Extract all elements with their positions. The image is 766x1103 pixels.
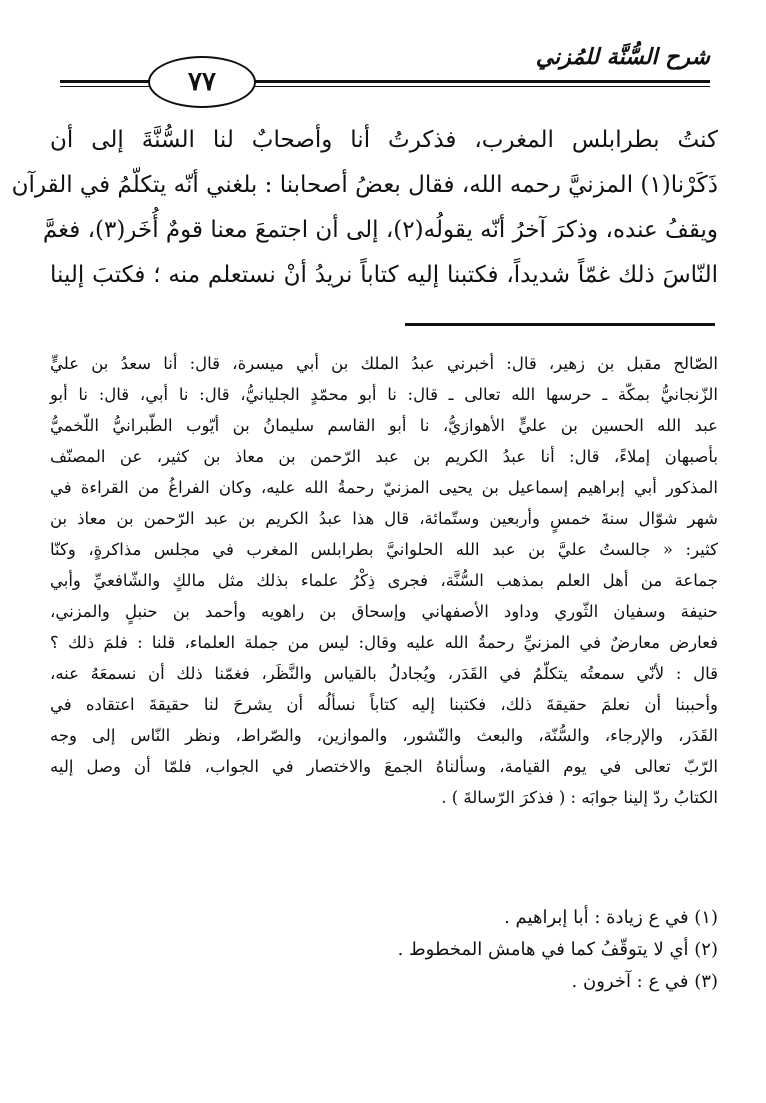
notes-line: القَدَر، والإرجاء، والسُّنّة، والبعث والنّشور، والموازين، والصّراط، ونظر النّاس إلى وجه: [50, 726, 718, 745]
notes-line: المذكور أبي إبراهيم إسماعيل بن يحيى المزنيّ رحمةُ الله عليه، وكان الفراغُ من القراءة في: [50, 478, 718, 497]
notes-line: قال : لأنّي سمعتُه يتكلّمُ في القَدَر، ويُجادلُ بالقياس والنَّظَر، فغمّنا ذلك أن نسمعَهُ عنه،: [50, 664, 718, 683]
notes-line: بأصبهان إملاءً، قال: أنا عبدُ الكريم بن عبد الرّحمن بن معاذ بن كثير، عن المصنّف: [50, 447, 718, 466]
footnote: (٢) أي لا يتوقّفُ كما في هامش المخطوط .: [397, 939, 718, 960]
footnote-separator: [405, 323, 715, 326]
main-line: النّاسَ ذلك غمّاً شديداً، فكتبنا إليه كتاباً نريدُ أنْ نستعلم منه ؛ فكتبَ إلينا: [50, 262, 718, 288]
notes-line: جماعة من أهل العلم بمذهب السُّنَّة، فجرى ذِكْرُ علماء بذلك مثل مالكٍ والشّافعيِّ وأبي: [50, 571, 718, 590]
notes-line: الصّالح مقبل بن زهير، قال: أخبرني عبدُ الملك بن أبي ميسرة، قال: أنا سعدُ بن عليٍّ: [50, 354, 718, 373]
footnote: (١) في ع زيادة : أبا إبراهيم .: [504, 907, 718, 928]
main-line: ويقفُ عنده، وذكرَ آخرُ أنّه يقولُه(٢)، إلى أن اجتمعَ معنا قومٌ أُخَر(٣)، فغمَّ: [42, 217, 718, 243]
page-header: [60, 42, 710, 106]
notes-line: عبد الله الحسين بن عليٍّ الأهوازيُّ، نا أبو القاسم سليمانُ بن أيّوب الطّبرانيُّ اللّخميُّ: [50, 416, 718, 435]
footnote: (٣) في ع : آخرون .: [571, 971, 718, 992]
notes-line: الزّنجانيُّ بمكّة ـ حرسها الله تعالى ـ قال: نا أبو محمّدٍ الجليانيُّ، قال: نا أبي، قال: نا أبو: [50, 385, 718, 404]
notes-line: حنيفة وسفيان الثّوري وداود الأصفهاني وإسحاق بن راهويه وأحمد بن حنبلٍ والمزني،: [50, 602, 718, 621]
main-line: ذَكَرْنا(١) المزنيَّ رحمه الله، فقال بعضُ أصحابنا : بلغني أنّه يتكلّمُ في القرآن: [11, 172, 718, 198]
notes-line: وأحببنا أن نعلمَ حقيقةَ ذلك، فكتبنا إليه كتاباً نسألُه أن يشرحَ لنا حقيقةَ اعتقاده في: [50, 695, 718, 714]
notes-line: الرّبّ تعالى في يوم القيامة، وسألناهُ الجمعَ والاختصار في الجواب، فلمّا أن وصل إليه: [50, 757, 718, 776]
notes-line: فعارض معارضٌ في المزنيِّ رحمةُ الله عليه وقال: ليس من جملة العلماء، قلنا : فلمَ ذلك ؟: [50, 633, 718, 652]
main-text: [11, 118, 718, 298]
notes-text: [50, 348, 718, 813]
page-number-oval: [148, 56, 256, 108]
notes-line: شهر شوّال سنةَ خمسٍ وأربعين وستّمائة، قال هذا عبدُ الكريم بن عبد الرّحمن بن معاذ بن: [50, 509, 718, 528]
page-number: ٧٧: [188, 67, 216, 97]
main-line: كنتُ بطرابلس المغرب، فذكرتُ أنا وأصحابٌ لنا السُّنَّةَ إلى أن: [50, 127, 718, 153]
footnotes: [50, 902, 718, 998]
notes-line: كثير: « جالستُ عليَّ بن عبد الله الحلوانيَّ بطرابلس المغرب في مجلس مذاكرةٍ، وكنّا: [50, 540, 718, 559]
notes-line: الكتابُ ردّ إلينا جوابَه : ( فذكرَ الرّسالةَ ) .: [441, 788, 718, 807]
running-title: شرح السُّنَّة للمُزني: [520, 44, 710, 70]
